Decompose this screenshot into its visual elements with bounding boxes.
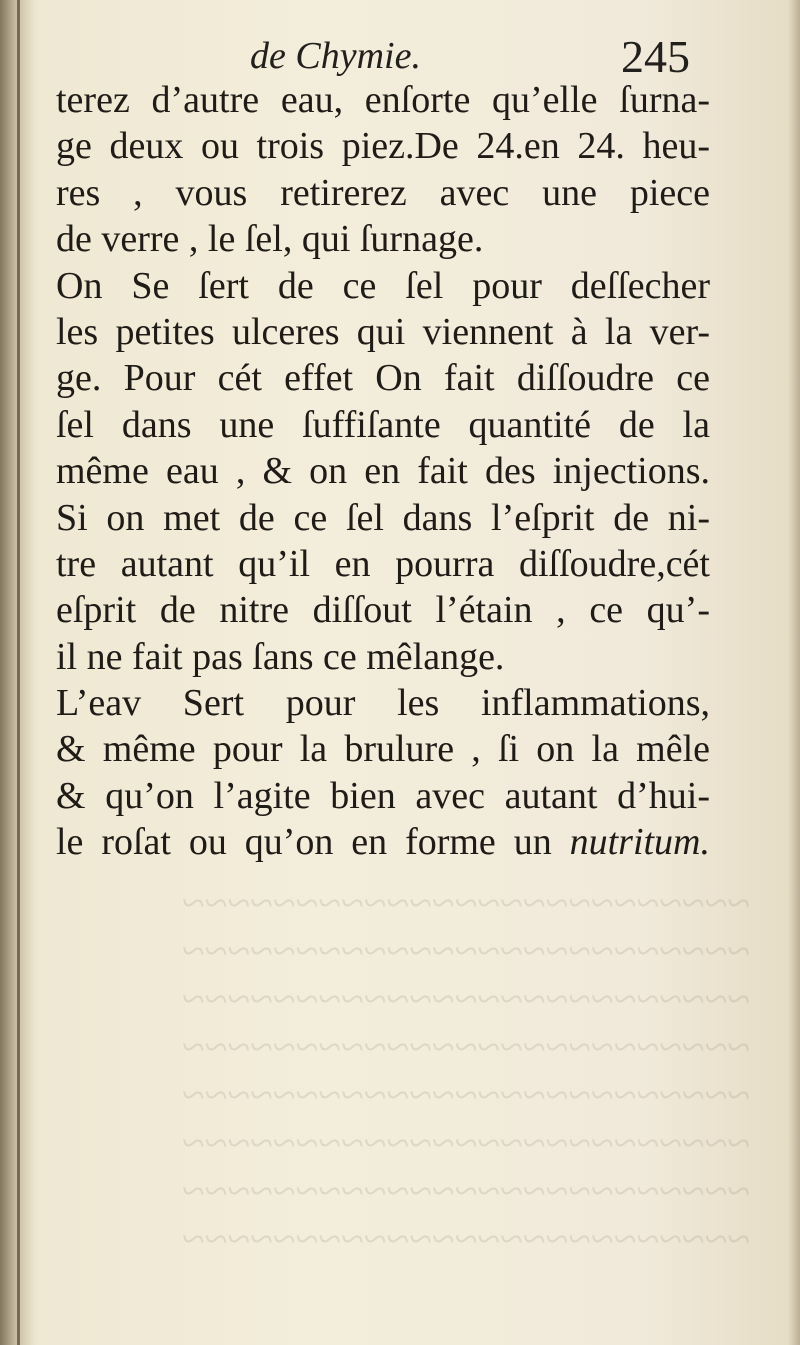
text-line: eſprit de nitre diſſout l’étain , ce qu’- bbox=[56, 589, 710, 632]
running-head: de Chymie. bbox=[250, 35, 421, 77]
text-line: il ne fait pas ſans ce mêlange. bbox=[56, 635, 505, 678]
gutter-line bbox=[17, 0, 20, 1345]
text-line: Si on met de ce ſel dans l’eſprit de ni- bbox=[56, 496, 710, 539]
text-line: terez d’autre eau, enſorte qu’elle ſurna- bbox=[56, 79, 710, 121]
text-line: & même pour la brulure , ſi on la mêle bbox=[56, 728, 710, 771]
text-line: On Se ſert de ce ſel pour deſſecher bbox=[56, 264, 710, 307]
text-line-final bbox=[56, 819, 710, 865]
text-line: & qu’on l’agite bien avec autant d’hui- bbox=[56, 774, 710, 817]
text-line: ge deux ou trois piez.De 24.en 24. heu- bbox=[56, 125, 710, 168]
page-number: 245 bbox=[621, 31, 690, 82]
bleed-through-texture: ~~~~~~~~~~~~~~~~~~~~~~~~~ ~~~~~~~~~~~~~~~~~~~~~~~~~ ~~~~~~~~~~~~~~~~~~~~~~~~~ ~~~~~~~~~~~~~~~~~~~~~~~~~ ~~~~~~~~~~~~~~~~~~~~~~~~~ ~~~~~~~~~~~~~~~~~~~~~~~~~ ~~~~~~~~~~~~~~~~~~~~~~~~~ ~~~~~~~~~~~~~~~~~~~~~~~~~ bbox=[181, 881, 750, 1263]
text-line: L’eav Sert pour les inflammations, bbox=[56, 682, 710, 725]
text-line: res , vous retirerez avec une piece bbox=[56, 171, 710, 214]
page-edge bbox=[788, 0, 800, 1345]
page-header bbox=[0, 30, 800, 80]
text-line: ſel dans une ſuffiſante quantité de la bbox=[56, 403, 710, 446]
text-line: les petites ulceres qui viennent à la ver- bbox=[56, 310, 710, 353]
italic-term: nutritum. bbox=[569, 821, 710, 864]
final-line-text: le roſat ou qu’on en forme un bbox=[56, 821, 570, 864]
text-line: ge. Pour cét effet On fait diſſoudre ce bbox=[56, 357, 710, 400]
body-text bbox=[56, 77, 710, 866]
text-line: tre autant qu’il en pourra diſſoudre,cét bbox=[56, 542, 710, 585]
text-line: même eau , & on en fait des injections. bbox=[56, 450, 710, 493]
text-line: de verre , le ſel, qui ſurnage. bbox=[56, 218, 484, 261]
